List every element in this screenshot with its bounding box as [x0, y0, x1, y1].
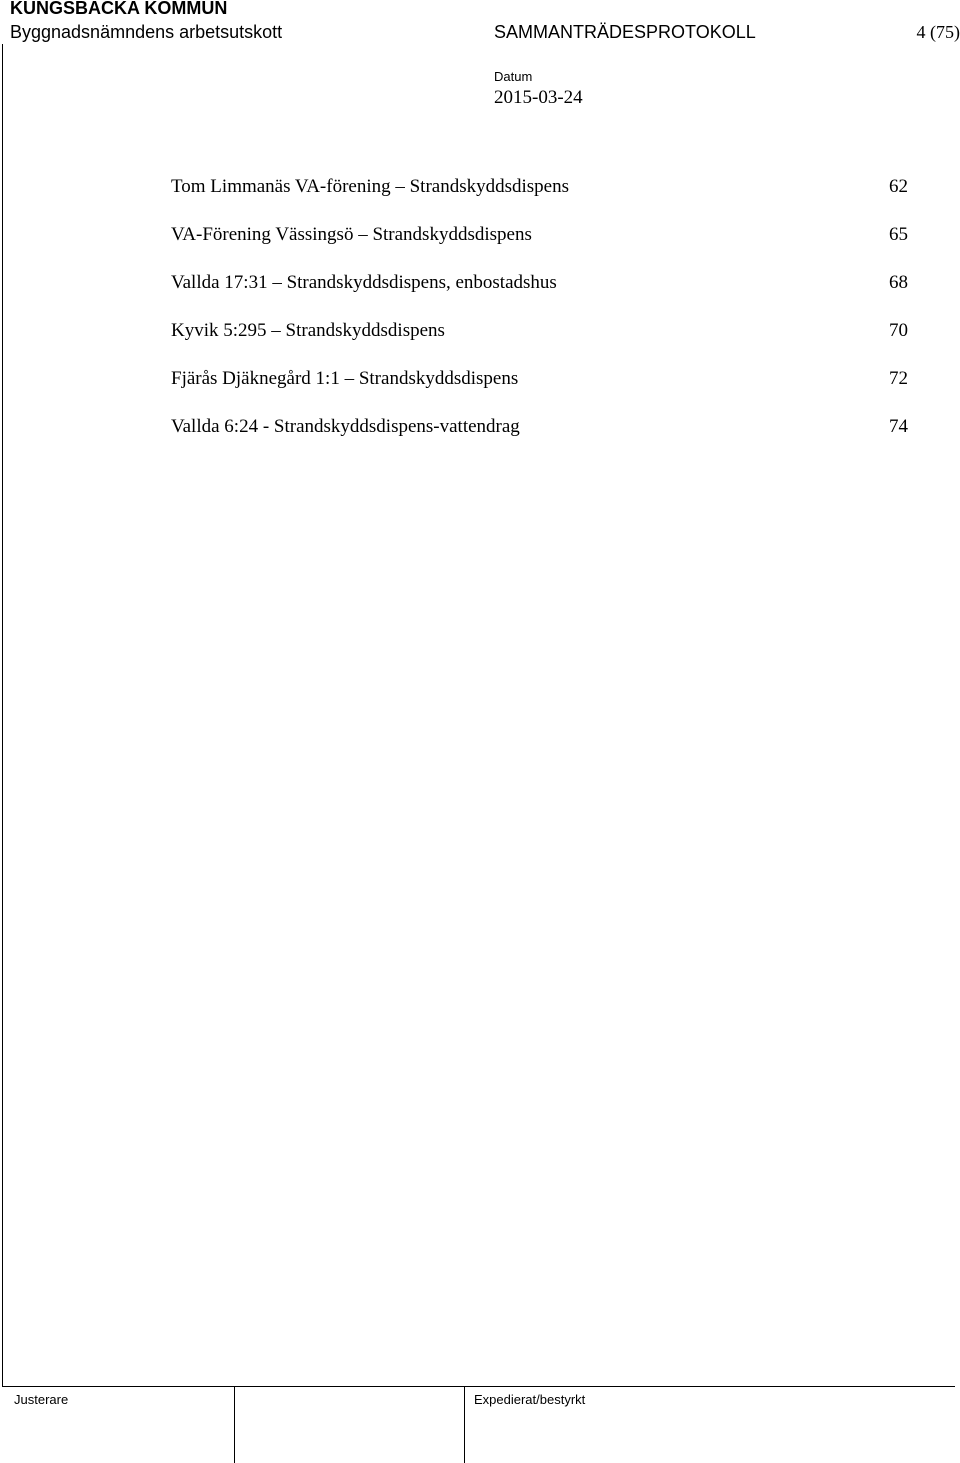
toc-row	[171, 319, 908, 367]
toc-entry-page: 62	[889, 176, 908, 197]
toc-row	[171, 367, 908, 415]
committee-name: Byggnadsnämndens arbetsutskott	[10, 22, 283, 42]
org-name: KUNGSBACKA KOMMUN	[10, 0, 228, 18]
signature-footer	[2, 1386, 955, 1463]
toc-row	[171, 415, 908, 463]
date-label: Datum	[494, 69, 533, 84]
toc-entry-page: 65	[889, 224, 908, 245]
footer-divider	[234, 1386, 235, 1463]
toc-entry-text: Vallda 6:24 - Strandskyddsdispens-vattendrag	[171, 416, 520, 437]
justerare-label: Justerare	[14, 1392, 69, 1407]
toc-row	[171, 271, 908, 319]
page-number: 4 (75)	[916, 22, 960, 42]
toc-entry-text: Fjärås Djäknegård 1:1 – Strandskyddsdispens	[171, 368, 519, 389]
toc-entry-page: 68	[889, 272, 908, 293]
footer-divider	[464, 1386, 465, 1463]
left-margin-rule	[2, 44, 3, 1386]
toc-entry-text: VA-Förening Vässingsö – Strandskyddsdispens	[171, 224, 532, 245]
toc-entry-text: Tom Limmanäs VA-förening – Strandskyddsdispens	[171, 176, 569, 197]
toc-entry-page: 70	[889, 320, 908, 341]
footer-top-rule	[2, 1386, 955, 1387]
toc-entry-text: Kyvik 5:295 – Strandskyddsdispens	[171, 320, 445, 341]
toc-list	[171, 175, 908, 463]
expedierat-label: Expedierat/bestyrkt	[474, 1392, 586, 1407]
toc-entry-page: 72	[889, 368, 908, 389]
toc-entry-page: 74	[889, 416, 908, 437]
document-type: SAMMANTRÄDESPROTOKOLL	[494, 22, 756, 42]
toc-entry-text: Vallda 17:31 – Strandskyddsdispens, enbostadshus	[171, 272, 557, 293]
date-value: 2015-03-24	[494, 87, 583, 108]
toc-row	[171, 223, 908, 271]
toc-row	[171, 175, 908, 223]
